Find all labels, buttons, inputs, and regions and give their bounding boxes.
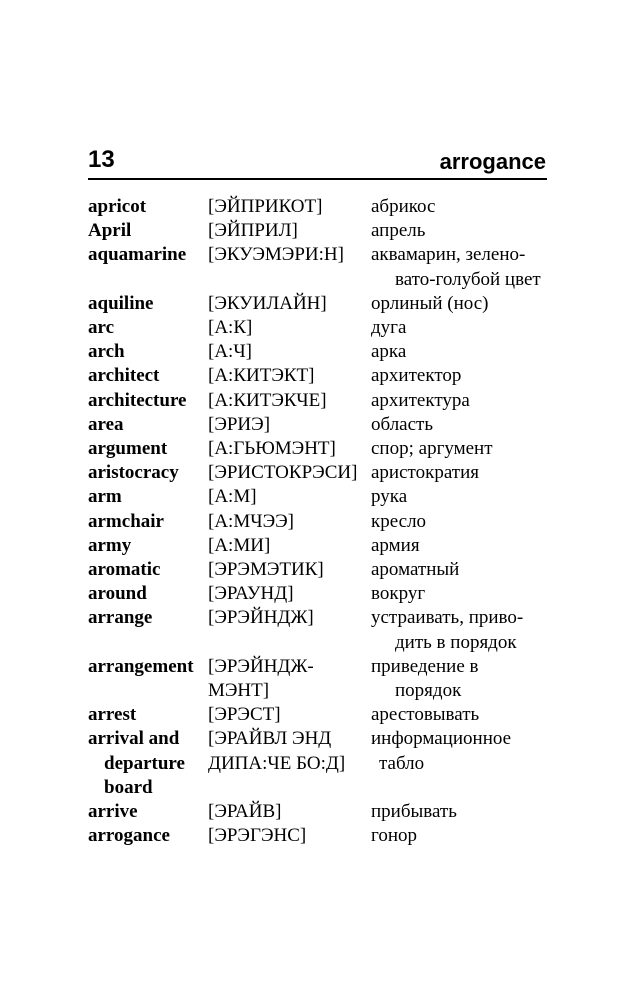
- entry-transcription: [ЭРАУНД]: [208, 583, 294, 605]
- entry-transcription: [208, 727, 371, 800]
- entry-transcription: [ЭЙПРИКОТ]: [208, 196, 323, 217]
- translation-line: табло: [379, 752, 425, 774]
- entry-word: arrange: [88, 607, 153, 629]
- entry-translation: кресло: [371, 510, 427, 532]
- translation-line: информационное: [371, 728, 512, 750]
- entry-transcription: [А:К]: [208, 317, 253, 339]
- entry-arrogance: [88, 824, 558, 848]
- entry-aquiline: [88, 292, 558, 316]
- entry-transcription: [ЭРАЙВ]: [208, 801, 282, 823]
- entry-translation: [371, 727, 558, 800]
- entry-around: [88, 582, 558, 606]
- entry-transcription: [ЭРЭСТ]: [208, 704, 281, 726]
- entry-arch: [88, 340, 558, 364]
- entry-arrive: [88, 800, 558, 824]
- entry-arrangement: [88, 655, 558, 703]
- entry-transcription: [А:КИТЭКТ]: [208, 365, 315, 387]
- entry-word: apricot: [88, 196, 147, 217]
- entry-argument: [88, 437, 558, 461]
- entry-translation: спор; аргумент: [371, 438, 493, 460]
- entry-transcription: [ЭРЭМЭТИК]: [208, 559, 324, 581]
- entry-transcription: [А:МИ]: [208, 534, 271, 556]
- word-line: board: [104, 776, 153, 798]
- entry-transcription: [ЭРИЭ]: [208, 413, 271, 435]
- translation-line: устраивать, приво-: [371, 607, 524, 629]
- header-rule: [88, 178, 547, 180]
- entry-area: [88, 413, 558, 437]
- entry-translation: абрикос: [371, 196, 436, 217]
- entry-transcription: [ЭЙПРИЛ]: [208, 220, 298, 242]
- entry-translation: апрель: [371, 220, 426, 242]
- entry-word: arch: [88, 341, 125, 363]
- word-line: departure: [104, 752, 185, 774]
- entry-translation: прибывать: [371, 801, 457, 823]
- entry-translation: дуга: [371, 317, 407, 339]
- entry-word: [88, 727, 208, 800]
- entry-apricot: [88, 195, 558, 219]
- entry-transcription: [А:Ч]: [208, 341, 253, 363]
- entry-translation: аристократия: [371, 462, 479, 484]
- entry-word: aromatic: [88, 559, 161, 581]
- entry-transcription: [ЭРЭЙНДЖ]: [208, 607, 314, 629]
- entry-april: [88, 219, 558, 243]
- entry-word: argument: [88, 438, 168, 460]
- entry-army: [88, 534, 558, 558]
- entry-translation: армия: [371, 534, 420, 556]
- entry-word: aquamarine: [88, 244, 187, 266]
- translation-line: дить в порядок: [395, 631, 517, 653]
- entry-word: area: [88, 413, 124, 435]
- entry-armchair: [88, 510, 558, 534]
- translation-line: вато-голубой цвет: [395, 268, 541, 290]
- entry-word: arc: [88, 317, 115, 339]
- dictionary-entries: [88, 195, 558, 848]
- entry-translation: орлиный (нос): [371, 292, 489, 314]
- entry-translation: [371, 655, 558, 703]
- entry-arrival-and-departure-board: [88, 727, 558, 800]
- entry-aromatic: [88, 558, 558, 582]
- entry-architect: [88, 364, 558, 388]
- entry-transcription: [А:МЧЭЭ]: [208, 510, 294, 532]
- entry-transcription: [208, 655, 371, 703]
- entry-word: aristocracy: [88, 462, 179, 484]
- entry-translation: вокруг: [371, 583, 426, 605]
- entry-transcription: [А:ГЬЮМЭНТ]: [208, 438, 336, 460]
- entry-word: arrive: [88, 801, 138, 823]
- transcription-line: [ЭРЭЙНДЖ-: [208, 655, 314, 677]
- word-line: arrival and: [88, 728, 180, 750]
- entry-translation: [371, 243, 558, 291]
- entry-translation: рука: [371, 486, 408, 508]
- entry-translation: арестовывать: [371, 704, 480, 726]
- entry-transcription: [ЭКУЭМЭРИ:Н]: [208, 244, 344, 266]
- entry-aquamarine: [88, 243, 558, 291]
- entry-architecture: [88, 389, 558, 413]
- entry-word: arrest: [88, 704, 137, 726]
- running-head: arrogance: [439, 149, 546, 174]
- entry-translation: архитектор: [371, 365, 462, 387]
- entry-transcription: [А:КИТЭКЧЕ]: [208, 389, 327, 411]
- entry-transcription: [ЭРИСТОКРЭСИ]: [208, 462, 358, 484]
- entry-word: aquiline: [88, 292, 154, 314]
- entry-translation: архитектура: [371, 389, 470, 411]
- entry-translation: арка: [371, 341, 407, 363]
- entry-word: arrogance: [88, 825, 170, 847]
- entry-word: architect: [88, 365, 160, 387]
- entry-word: arrangement: [88, 655, 194, 677]
- entry-arc: [88, 316, 558, 340]
- entry-transcription: [ЭКУИЛАЙН]: [208, 292, 327, 314]
- transcription-line: ДИПА:ЧЕ БО:Д]: [208, 752, 346, 774]
- translation-line: аквамарин, зелено-: [371, 244, 526, 266]
- transcription-line: МЭНТ]: [208, 680, 270, 702]
- entry-word: around: [88, 583, 147, 605]
- entry-translation: [371, 606, 558, 654]
- entry-word: armchair: [88, 510, 164, 532]
- entry-word: April: [88, 220, 132, 242]
- page-number: 13: [88, 146, 115, 173]
- translation-line: порядок: [395, 680, 462, 702]
- entry-word: army: [88, 534, 132, 556]
- transcription-line: [ЭРАЙВЛ ЭНД: [208, 728, 332, 750]
- entry-translation: область: [371, 413, 434, 435]
- entry-word: arm: [88, 486, 122, 508]
- entry-arm: [88, 485, 558, 509]
- entry-arrange: [88, 606, 558, 654]
- entry-word: architecture: [88, 389, 187, 411]
- entry-transcription: [ЭРЭГЭНС]: [208, 825, 307, 847]
- entry-aristocracy: [88, 461, 558, 485]
- entry-translation: гонор: [371, 825, 417, 847]
- translation-line: приведение в: [371, 655, 479, 677]
- entry-transcription: [А:М]: [208, 486, 257, 508]
- entry-arrest: [88, 703, 558, 727]
- entry-translation: ароматный: [371, 559, 460, 581]
